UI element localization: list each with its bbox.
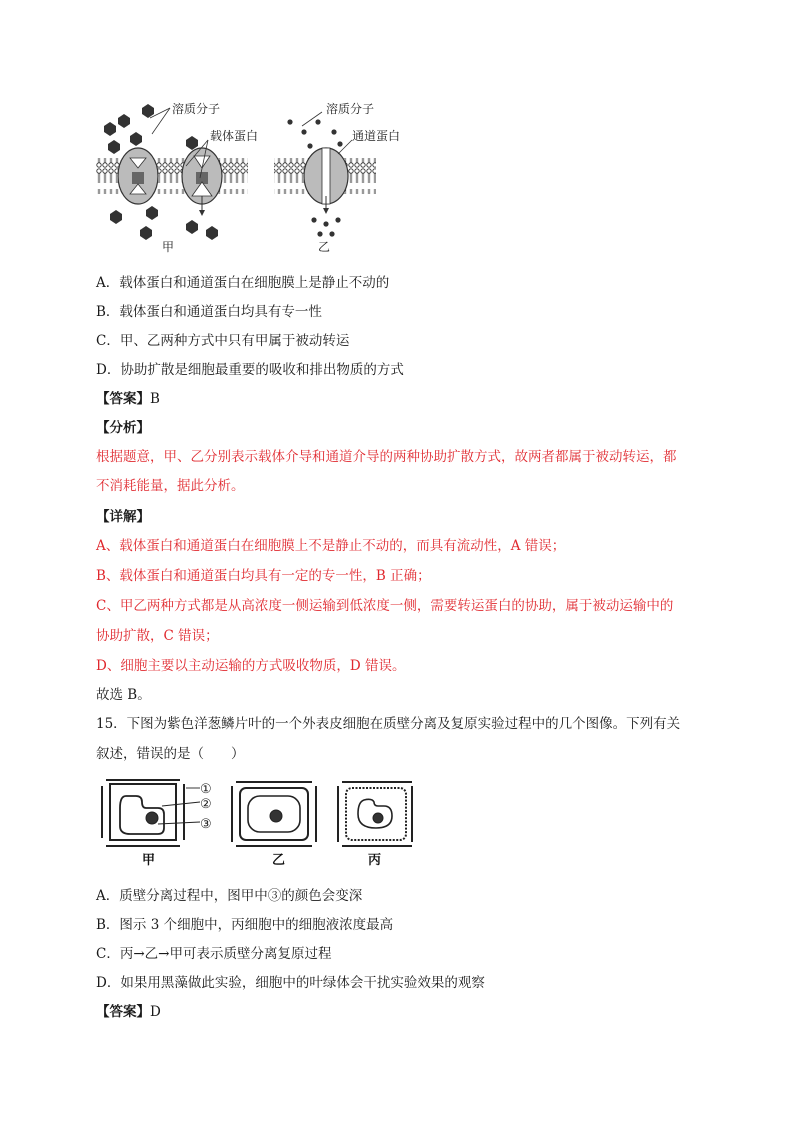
q14-answer [96, 389, 160, 409]
detail-tag: 【详解】 [96, 509, 150, 525]
plasmolysis-figure [96, 778, 416, 870]
label-jia-2: 甲 [142, 853, 156, 868]
carrier-protein-2 [182, 148, 222, 216]
answer-value: D [150, 1004, 161, 1020]
cell-jia [102, 780, 200, 846]
q15-answer [96, 1002, 161, 1022]
label-solute-left: 溶质分子 [172, 102, 221, 116]
q15-option-d: D．如果用黑藻做此实验，细胞中的叶绿体会干扰实验效果的观察 [96, 975, 485, 991]
q15-stem-line-1: 15．下图为紫色洋葱鳞片叶的一个外表皮细胞在质壁分离及复原实验过程中的几个图像。下列有关 [96, 716, 681, 732]
q15-stem-line-2: 叙述，错误的是（ ） [96, 746, 245, 762]
solute-molecules-right-below [311, 217, 340, 236]
marker-2: ② [200, 797, 212, 812]
q14-option-a: A．载体蛋白和通道蛋白在细胞膜上是静止不动的 [96, 275, 390, 291]
answer-tag: 【答案】 [96, 1004, 150, 1020]
label-yi-2: 乙 [272, 853, 286, 868]
marker-1: ① [200, 782, 212, 797]
q14-option-d: D．协助扩散是细胞最重要的吸收和排出物质的方式 [96, 362, 404, 378]
detail-line-3: C、甲乙两种方式都是从高浓度一侧运输到低浓度一侧，需要转运蛋白的协助，属于被动运输中的 [96, 598, 674, 614]
label-jia: 甲 [162, 240, 175, 254]
marker-3: ③ [200, 817, 212, 832]
analysis-tag: 【分析】 [96, 420, 150, 436]
label-solute-right: 溶质分子 [326, 102, 375, 116]
conclusion: 故选 B。 [96, 687, 151, 703]
detail-line-5: D、细胞主要以主动运输的方式吸收物质，D 错误。 [96, 658, 406, 674]
label-channel-protein: 通道蛋白 [352, 129, 401, 143]
answer-value: B [150, 391, 160, 407]
q14-option-c: C．甲、乙两种方式中只有甲属于被动转运 [96, 333, 350, 349]
carrier-protein-1 [118, 148, 158, 204]
label-bing: 丙 [368, 853, 382, 868]
cell-bing [338, 782, 412, 846]
q15-option-a: A．质壁分离过程中，图甲中③的颜色会变深 [96, 888, 363, 904]
label-carrier-protein: 载体蛋白 [210, 129, 259, 143]
label-yi: 乙 [318, 240, 331, 254]
detail-line-1: A、载体蛋白和通道蛋白在细胞膜上不是静止不动的，而具有流动性，A 错误； [96, 538, 566, 554]
analysis-line-1: 根据题意，甲、乙分别表示载体介导和通道介导的两种协助扩散方式，故两者都属于被动转运，都 [96, 449, 677, 465]
channel-protein [304, 148, 348, 214]
q15-option-b: B．图示 3 个细胞中，丙细胞中的细胞液浓度最高 [96, 917, 394, 933]
answer-tag: 【答案】 [96, 391, 150, 407]
solute-molecules-right [287, 119, 342, 148]
detail-line-4: 协助扩散，C 错误； [96, 628, 219, 644]
membrane-transport-figure [90, 96, 430, 261]
cell-yi [232, 782, 316, 846]
q14-option-b: B．载体蛋白和通道蛋白均具有专一性 [96, 304, 322, 320]
q15-option-c: C．丙→乙→甲可表示质壁分离复原过程 [96, 946, 332, 962]
detail-line-2: B、载体蛋白和通道蛋白均具有一定的专一性，B 正确； [96, 568, 431, 584]
analysis-line-2: 不消耗能量，据此分析。 [96, 478, 245, 494]
